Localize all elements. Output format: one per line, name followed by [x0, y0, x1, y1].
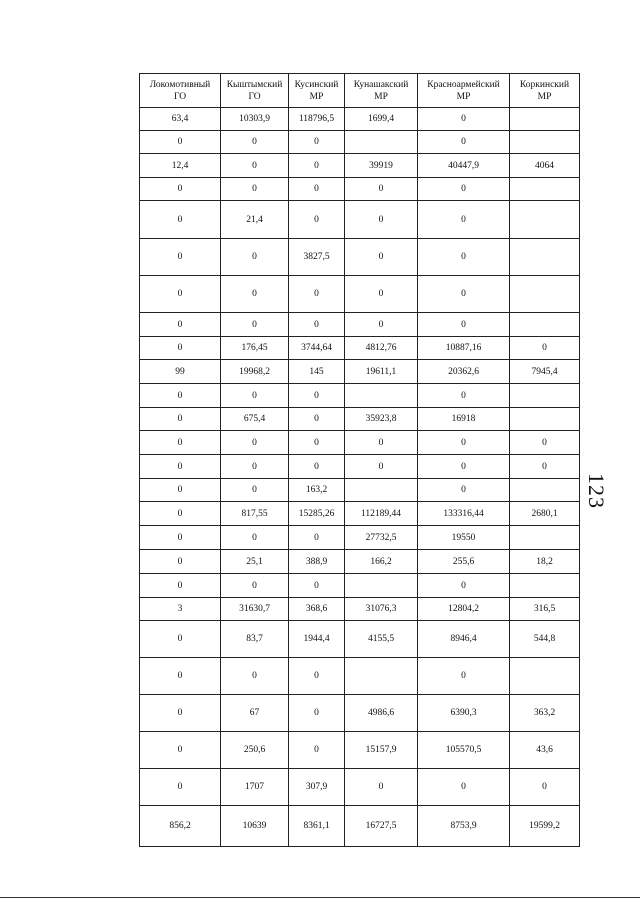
table-cell: 145 [289, 360, 345, 384]
table-cell: 1707 [221, 769, 289, 806]
table-cell [345, 658, 418, 695]
table-cell: 0 [140, 658, 221, 695]
table-cell: 0 [221, 276, 289, 313]
table-cell: 67 [221, 695, 289, 732]
table-cell: 1699,4 [345, 108, 418, 131]
table-cell: 0 [345, 313, 418, 337]
table-cell: 16727,5 [345, 806, 418, 847]
table-cell: 25,1 [221, 550, 289, 574]
table-cell: 18,2 [510, 550, 580, 574]
table-cell: 4812,76 [345, 337, 418, 360]
table-cell: 1944,4 [289, 621, 345, 658]
table-cell [345, 574, 418, 598]
table-cell: 176,45 [221, 337, 289, 360]
table-cell: 16918 [418, 408, 510, 431]
table-cell [510, 526, 580, 550]
table-cell: 0 [221, 479, 289, 502]
column-header-krasnoarmeysky: Красноармейский МР [418, 74, 510, 108]
table-row [140, 108, 580, 131]
table-cell: 163,2 [289, 479, 345, 502]
table-row [140, 360, 580, 384]
table-cell: 0 [289, 431, 345, 455]
table-row [140, 276, 580, 313]
table-cell: 0 [221, 384, 289, 408]
table-cell: 0 [418, 108, 510, 131]
table-cell: 0 [140, 550, 221, 574]
table-row [140, 806, 580, 847]
table-row [140, 526, 580, 550]
table-cell: 0 [221, 574, 289, 598]
table-cell: 307,9 [289, 769, 345, 806]
header-row [140, 74, 580, 108]
table-cell [510, 574, 580, 598]
table-cell: 21,4 [221, 201, 289, 239]
table-cell: 0 [140, 502, 221, 526]
table-cell: 0 [221, 154, 289, 178]
table-cell: 0 [289, 201, 345, 239]
table-cell [510, 384, 580, 408]
table-cell: 0 [140, 695, 221, 732]
table-cell: 0 [140, 769, 221, 806]
table-cell: 0 [140, 455, 221, 479]
table-cell: 10887,16 [418, 337, 510, 360]
table-cell: 19599,2 [510, 806, 580, 847]
table-cell [510, 479, 580, 502]
table-row [140, 201, 580, 239]
table-cell: 0 [289, 384, 345, 408]
table-cell [510, 239, 580, 276]
table-row [140, 313, 580, 337]
table-cell: 0 [345, 239, 418, 276]
table-cell: 20362,6 [418, 360, 510, 384]
table-cell: 0 [289, 178, 345, 201]
table-cell [510, 201, 580, 239]
table-cell: 368,6 [289, 598, 345, 621]
table-cell: 0 [289, 154, 345, 178]
table-cell: 0 [140, 526, 221, 550]
table-cell: 0 [418, 431, 510, 455]
table-cell: 2680,1 [510, 502, 580, 526]
table-header [140, 74, 580, 108]
table-cell: 316,5 [510, 598, 580, 621]
table-cell: 0 [418, 131, 510, 154]
table-cell: 0 [289, 732, 345, 769]
table-cell [510, 178, 580, 201]
table-cell: 0 [140, 408, 221, 431]
table-cell: 0 [140, 732, 221, 769]
table-cell: 6390,3 [418, 695, 510, 732]
table-cell: 8361,1 [289, 806, 345, 847]
table-cell: 0 [418, 658, 510, 695]
table-cell: 4064 [510, 154, 580, 178]
table-cell: 0 [140, 621, 221, 658]
table-cell: 3827,5 [289, 239, 345, 276]
table-row [140, 479, 580, 502]
table-cell: 3744,64 [289, 337, 345, 360]
table-cell: 4986,6 [345, 695, 418, 732]
table-row [140, 154, 580, 178]
table-cell: 0 [418, 769, 510, 806]
table-cell: 0 [345, 455, 418, 479]
table-cell: 0 [289, 408, 345, 431]
table-cell: 0 [510, 769, 580, 806]
table-cell: 0 [140, 384, 221, 408]
table-cell: 0 [345, 769, 418, 806]
table-cell: 133316,44 [418, 502, 510, 526]
table-cell: 0 [140, 131, 221, 154]
column-header-kunashaksky: Кунашакский МР [345, 74, 418, 108]
table-row [140, 574, 580, 598]
table-cell: 15157,9 [345, 732, 418, 769]
page-number: 123 [584, 473, 609, 509]
table-cell [345, 131, 418, 154]
table-cell: 0 [289, 526, 345, 550]
column-header-kyshtymsky: Кыштымский ГО [221, 74, 289, 108]
table-cell: 19550 [418, 526, 510, 550]
table-row [140, 658, 580, 695]
table-cell: 0 [418, 276, 510, 313]
table-cell: 0 [221, 431, 289, 455]
table-cell [510, 276, 580, 313]
table-cell: 31076,3 [345, 598, 418, 621]
table-cell: 363,2 [510, 695, 580, 732]
table-cell [510, 131, 580, 154]
table-cell: 0 [418, 479, 510, 502]
table-cell: 43,6 [510, 732, 580, 769]
table-cell [345, 479, 418, 502]
table-cell: 83,7 [221, 621, 289, 658]
table-cell: 0 [345, 178, 418, 201]
table-cell: 166,2 [345, 550, 418, 574]
table-cell [510, 313, 580, 337]
table-cell: 0 [221, 239, 289, 276]
table-cell: 99 [140, 360, 221, 384]
table-cell: 0 [418, 384, 510, 408]
table-cell: 675,4 [221, 408, 289, 431]
table-cell: 0 [289, 695, 345, 732]
table-cell: 10639 [221, 806, 289, 847]
table-row [140, 621, 580, 658]
table-cell [510, 408, 580, 431]
table-cell: 544,8 [510, 621, 580, 658]
table-cell: 0 [418, 574, 510, 598]
table-cell: 40447,9 [418, 154, 510, 178]
table-row [140, 408, 580, 431]
column-header-lokomotivny: Локомотивный ГО [140, 74, 221, 108]
table-cell: 0 [140, 574, 221, 598]
table-cell: 0 [221, 178, 289, 201]
table-cell: 3 [140, 598, 221, 621]
table-cell: 0 [221, 131, 289, 154]
table-cell: 0 [289, 658, 345, 695]
table-body [140, 108, 580, 847]
table-cell: 0 [140, 337, 221, 360]
table-cell: 0 [289, 574, 345, 598]
table-row [140, 598, 580, 621]
table-cell: 7945,4 [510, 360, 580, 384]
data-table [139, 73, 580, 847]
table-cell: 856,2 [140, 806, 221, 847]
table-row [140, 239, 580, 276]
table-cell: 0 [345, 431, 418, 455]
table-cell: 0 [289, 276, 345, 313]
table-cell: 0 [289, 131, 345, 154]
table-cell: 8753,9 [418, 806, 510, 847]
table-cell: 19611,1 [345, 360, 418, 384]
column-header-korkinsky: Коркинский МР [510, 74, 580, 108]
table-cell [510, 108, 580, 131]
table-cell: 0 [345, 276, 418, 313]
table-cell: 0 [140, 313, 221, 337]
table-cell: 0 [221, 455, 289, 479]
table-row [140, 131, 580, 154]
table-cell: 118796,5 [289, 108, 345, 131]
table-cell: 817,55 [221, 502, 289, 526]
table-cell [510, 658, 580, 695]
table-cell: 250,6 [221, 732, 289, 769]
table-cell: 0 [140, 431, 221, 455]
table-cell: 35923,8 [345, 408, 418, 431]
table-cell: 0 [140, 178, 221, 201]
table-cell: 0 [418, 239, 510, 276]
table-cell: 0 [140, 239, 221, 276]
table-cell [345, 384, 418, 408]
table-cell: 19968,2 [221, 360, 289, 384]
table-cell: 0 [418, 313, 510, 337]
table-row [140, 502, 580, 526]
column-header-kusinsky: Кусинский МР [289, 74, 345, 108]
table-cell: 0 [510, 337, 580, 360]
table-cell: 10303,9 [221, 108, 289, 131]
table-cell: 255,6 [418, 550, 510, 574]
table-row [140, 732, 580, 769]
table-cell: 4155,5 [345, 621, 418, 658]
table-cell: 12804,2 [418, 598, 510, 621]
table-row [140, 384, 580, 408]
bottom-rule [0, 897, 640, 898]
table-cell: 15285,26 [289, 502, 345, 526]
table-cell: 0 [221, 526, 289, 550]
table-cell: 0 [418, 455, 510, 479]
table-row [140, 455, 580, 479]
table-cell: 63,4 [140, 108, 221, 131]
table-cell: 105570,5 [418, 732, 510, 769]
table-cell: 0 [510, 431, 580, 455]
table-cell: 388,9 [289, 550, 345, 574]
table-cell: 0 [221, 658, 289, 695]
table-cell: 0 [510, 455, 580, 479]
table-cell: 0 [418, 201, 510, 239]
table-row [140, 178, 580, 201]
table-row [140, 769, 580, 806]
table-cell: 0 [289, 455, 345, 479]
table-cell: 0 [345, 201, 418, 239]
table-cell: 0 [140, 201, 221, 239]
table-cell: 31630,7 [221, 598, 289, 621]
table-row [140, 337, 580, 360]
table-cell: 0 [418, 178, 510, 201]
table-row [140, 550, 580, 574]
table-cell: 8946,4 [418, 621, 510, 658]
table-cell: 112189,44 [345, 502, 418, 526]
table-cell: 0 [140, 479, 221, 502]
table-row [140, 695, 580, 732]
table-cell: 12,4 [140, 154, 221, 178]
table-row [140, 431, 580, 455]
table-cell: 0 [140, 276, 221, 313]
table-cell: 0 [289, 313, 345, 337]
table-cell: 0 [221, 313, 289, 337]
table-cell: 39919 [345, 154, 418, 178]
table-cell: 27732,5 [345, 526, 418, 550]
